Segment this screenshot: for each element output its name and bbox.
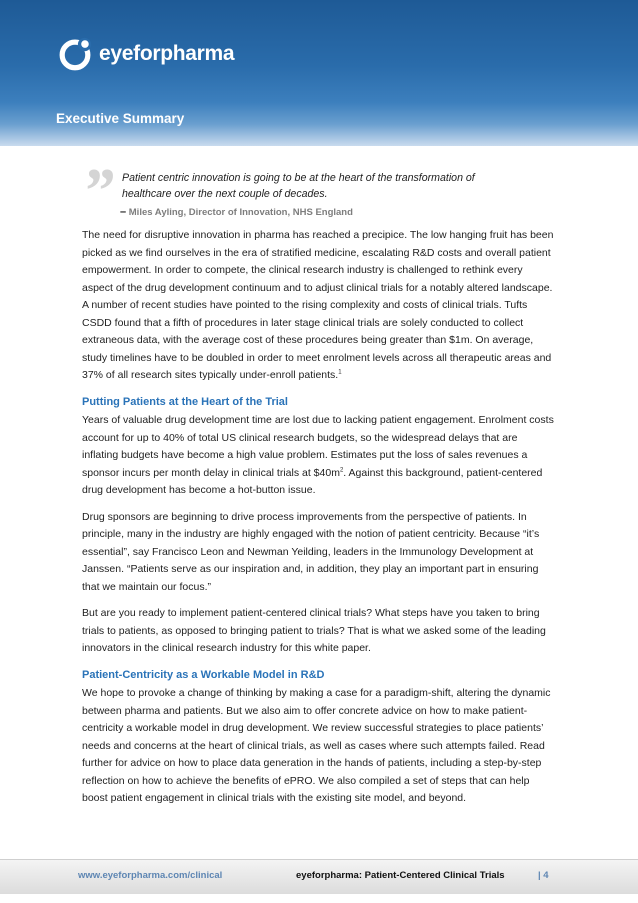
section-heading-rd: Patient-Centricity as a Workable Model in R&D <box>82 668 325 681</box>
intro-paragraph <box>82 227 556 385</box>
quote-author-name: Miles Ayling, Director of Innovation, NHS England <box>128 207 353 218</box>
section1-paragraph-2: Drug sponsors are beginning to drive process improvements from the perspective of patients. In principle, many in the industry are highly engaged with the notion of patient centricity. Because “it’s essential”, say Francisco Leon and Newman Yeilding, leaders in the Immunology Development at Janssen. “Patients serve as our inspiration and, in addition, they play an important part in ensuring that we maintain our focus.” <box>82 510 540 593</box>
logo-wordmark: eyeforpharma <box>99 42 235 65</box>
section1-p1-tail: . Against this background, patient-centered drug development has become a hot-button issue. <box>82 466 543 496</box>
footnote-ref-1: 1 <box>338 369 342 376</box>
section1-paragraph-1 <box>82 412 556 500</box>
page-header <box>0 0 638 146</box>
page-footer <box>0 859 638 894</box>
page-title: Executive Summary <box>56 111 185 126</box>
main-content <box>82 227 556 817</box>
eyeforpharma-logo-icon <box>56 35 94 73</box>
footer-doc-title: eyeforpharma: Patient-Centered Clinical Trials <box>296 870 505 881</box>
intro-text: The need for disruptive innovation in pharma has reached a precipice. The low hanging fruit has been picked as we find ourselves in the era of stratified medicine, escalating R&D costs and overall patient empowerment. In order to compete, the clinical research industry is challenged to rethink every aspect of the drug development continuum and to adjust clinical trials for a notably altered landscape. A number of recent studies have pointed to the rising complexity and costs of clinical trials. Tufts CSDD found that a fifth of procedures in later stage clinical trials are solely conducted to collect extraneous data, with the average cost of these procedures being greater than $1m. On average, study timelines have to be doubled in order to meet enrolment levels across all therapeutic areas and 37% of all research sites typically under-enroll patients. <box>82 229 554 381</box>
quote-author <box>120 206 353 218</box>
quote-dash: – <box>120 206 127 218</box>
section-heading-patients: Putting Patients at the Heart of the Trial <box>82 395 288 408</box>
footer-url-link[interactable]: www.eyeforpharma.com/clinical <box>78 870 223 881</box>
footnote-ref-2: 2 <box>339 467 344 473</box>
page-number: | 4 <box>538 870 549 881</box>
section1-p1-text: Years of valuable drug development time are lost due to lacking patient engagement. Enrolment costs account for up to 40% of total US clinical research budgets, so the widespread delays that are inflating budgets have become a high value problem. Estimates put the loss of sales revenues a sponsor incurs per month delay in clinical trials at $40m <box>82 414 554 479</box>
section1-paragraph-3: But are you ready to implement patient-centered clinical trials? What steps have you taken to bring trials to patients, as opposed to bringing patient to trials? That is what we asked some of the leading innovators in the clinical research industry for this white paper. <box>82 607 546 654</box>
quote-mark-icon: ” <box>82 155 114 226</box>
quote-text: Patient centric innovation is going to be at the heart of the transformation of healthcare over the next couple of decades. <box>122 172 475 200</box>
section2-paragraph-1: We hope to provoke a change of thinking by making a case for a paradigm-shift, altering the dynamic between pharma and patients. But we also aim to offer concrete advice on how to make patient-centricity a workable model in drug development. We review successful strategies to place patients’ needs and concerns at the heart of clinical trials, as well as cases where such attempts failed. Read further for advice on how to place data generation in the hands of patients, including a step-by-step reflection on how to achieve the benefits of ePRO. We also compiled a set of steps that can help boost patient engagement in clinical trials with the existing site model, and beyond. <box>82 687 551 804</box>
brand-logo <box>56 32 234 76</box>
